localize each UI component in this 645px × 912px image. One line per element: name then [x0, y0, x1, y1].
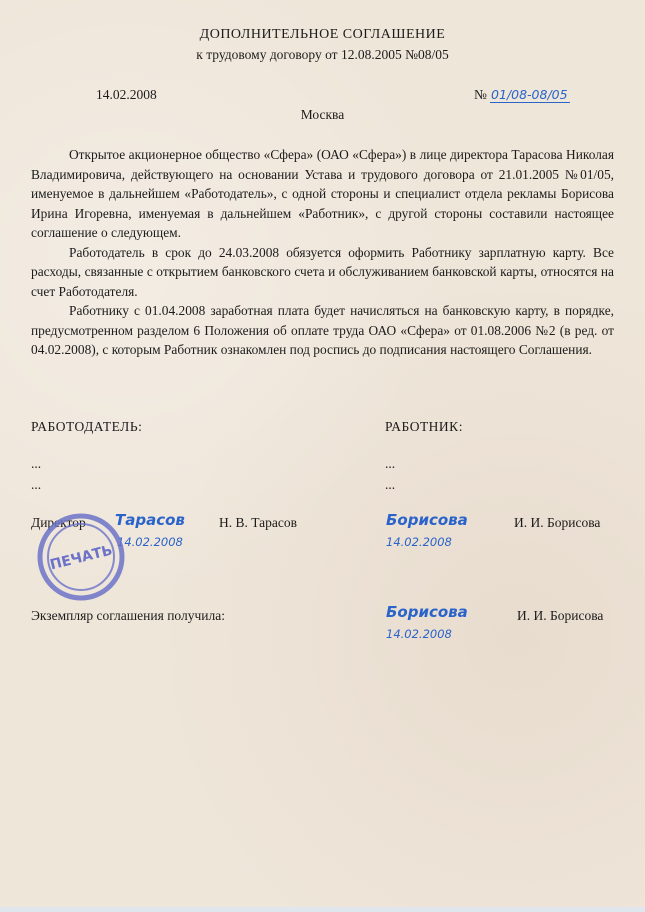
- document-number-handwritten: 01/08-08/05: [491, 87, 568, 102]
- receipt-sign-date: 14.02.2008: [386, 627, 452, 641]
- document-subtitle: к трудовому договору от 12.08.2005 №08/05: [196, 47, 449, 62]
- employee-dots-2: ...: [385, 477, 396, 492]
- receipt-signature: Борисова: [386, 603, 468, 621]
- employer-sign-date: 14.02.2008: [117, 535, 183, 549]
- agreement-body: [31, 145, 614, 360]
- employee-signature: Борисова: [386, 511, 468, 529]
- employee-heading: РАБОТНИК:: [385, 419, 463, 434]
- document-title: ДОПОЛНИТЕЛЬНОЕ СОГЛАШЕНИЕ: [199, 27, 446, 42]
- employer-heading: РАБОТОДАТЕЛЬ:: [31, 419, 143, 434]
- city: Москва: [300, 107, 345, 122]
- employer-name: Н. В. Тарасов: [219, 515, 298, 530]
- paragraph-payment-terms: Работнику с 01.04.2008 заработная плата будет начисляться на банковскую карту, в порядке, предусмотренном разделом 6 Положения об оплате труда ОАО «Сфера» от 01.08.2006 №2 (в ред. от 04.02.2008), с которым Работник ознакомлен под роспись до подписания настоящего Соглашения.: [31, 303, 614, 357]
- number-label: №: [474, 87, 487, 102]
- employer-position: Директор: [31, 515, 86, 530]
- employer-signature: Тарасов: [115, 511, 185, 529]
- employee-name: И. И. Борисова: [514, 515, 601, 530]
- receipt-label: Экземпляр соглашения получила:: [31, 608, 225, 623]
- company-stamp: [37, 513, 125, 601]
- employee-sign-date: 14.02.2008: [386, 535, 452, 549]
- paragraph-salary-card: Работодатель в срок до 24.03.2008 обязуется оформить Работнику зарплатную карту. Все расходы, связанные с открытием банковского счета и обслуживанием банковской карты, относятся на счет Работодателя.: [31, 244, 614, 299]
- bottom-edge: [0, 907, 645, 912]
- employee-dots-1: ...: [385, 456, 396, 471]
- paragraph-parties: Открытое акционерное общество «Сфера» (ОАО «Сфера») в лице директора Тарасова Николая Владимировича, действующего на основании Устава и трудового договора от 21.01.2005 №01/05, именуемое в дальнейшем «Работодатель», с одной стороны и специалист отдела рекламы Борисова Ирина Игоревна, именуемая в дальнейшем «Работник», с другой стороны составили настоящее соглашение о следующем.: [31, 147, 614, 240]
- document-date: 14.02.2008: [96, 87, 157, 102]
- stamp-text: ПЕЧАТЬ: [48, 542, 115, 574]
- receipt-name: И. И. Борисова: [517, 608, 604, 623]
- employer-dots-1: ...: [31, 456, 42, 471]
- employer-dots-2: ...: [31, 477, 42, 492]
